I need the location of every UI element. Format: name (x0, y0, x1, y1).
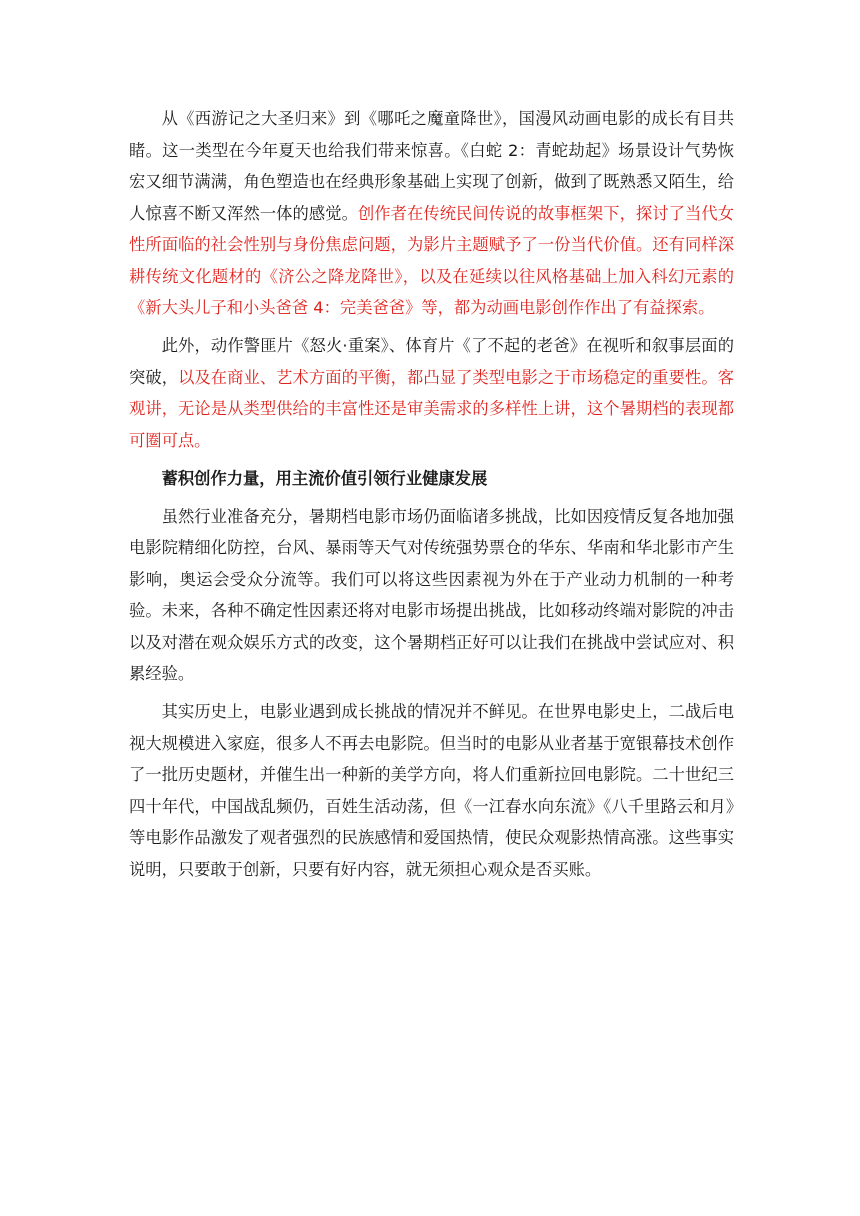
highlighted-text: 以及在商业、艺术方面的平衡，都凸显了类型电影之于市场稳定的重要性。客观讲，无论是从类型供给的丰富性还是审美需求的多样性上讲，这个暑期档的表现都可圈可点。 (129, 367, 734, 450)
highlighted-text: 创作者在传统民间传说的故事框架下，探讨了当代女性所面临的社会性别与身份焦虑问题，为影片主题赋予了一份当代价值。还有同样深耕传统文化题材的《济公之降龙降世》，以及在延续以往风格基础上加入科幻元素的《新大头儿子和小头爸爸 4：完美爸爸》等，都为动画电影创作作出了有益探索。 (129, 203, 734, 317)
paragraph-text: 此外，动作警匪片《怒火·重案》、体育片《了不起的老爸》在视听和叙事层面的突破， (129, 336, 734, 387)
paragraph-text: 从《西游记之大圣归来》到《哪吒之魔童降世》，国漫风动画电影的成长有目共睹。这一类型在今年夏天也给我们带来惊喜。《白蛇 2：青蛇劫起》场景设计气势恢宏又细节满满，角色塑造也在经典形象基础上实现了创新，做到了既熟悉又陌生，给人惊喜不断又浑然一体的感觉。 (129, 109, 734, 223)
section-heading: 蓄积创作力量，用主流价值引领行业健康发展 (161, 468, 488, 488)
paragraph-animation (129, 103, 734, 324)
document-body (129, 103, 734, 892)
paragraph-genre-films (129, 330, 734, 456)
paragraph-challenges: 虽然行业准备充分，暑期档电影市场仍面临诸多挑战，比如因疫情反复各地加强电影院精细化防控，台风、暴雨等天气对传统强势票仓的华东、华南和华北影市产生影响，奥运会受众分流等。我们可以将这些因素视为外在于产业动力机制的一种考验。未来，各种不确定性因素还将对电影市场提出挑战，比如移动终端对影院的冲击以及对潜在观众娱乐方式的改变，这个暑期档正好可以让我们在挑战中尝试应对、积累经验。 (129, 506, 734, 683)
paragraph-history: 其实历史上，电影业遇到成长挑战的情况并不鲜见。在世界电影史上，二战后电视大规模进入家庭，很多人不再去电影院。但当时的电影从业者基于宽银幕技术创作了一批历史题材，并催生出一种新的美学方向，将人们重新拉回电影院。二十世纪三四十年代，中国战乱频仍，百姓生活动荡，但《一江春水向东流》《八千里路云和月》等电影作品激发了观者强烈的民族感情和爱国热情，使民众观影热情高涨。这些事实说明，只要敢于创新，只要有好内容，就无须担心观众是否买账。 (129, 702, 734, 879)
